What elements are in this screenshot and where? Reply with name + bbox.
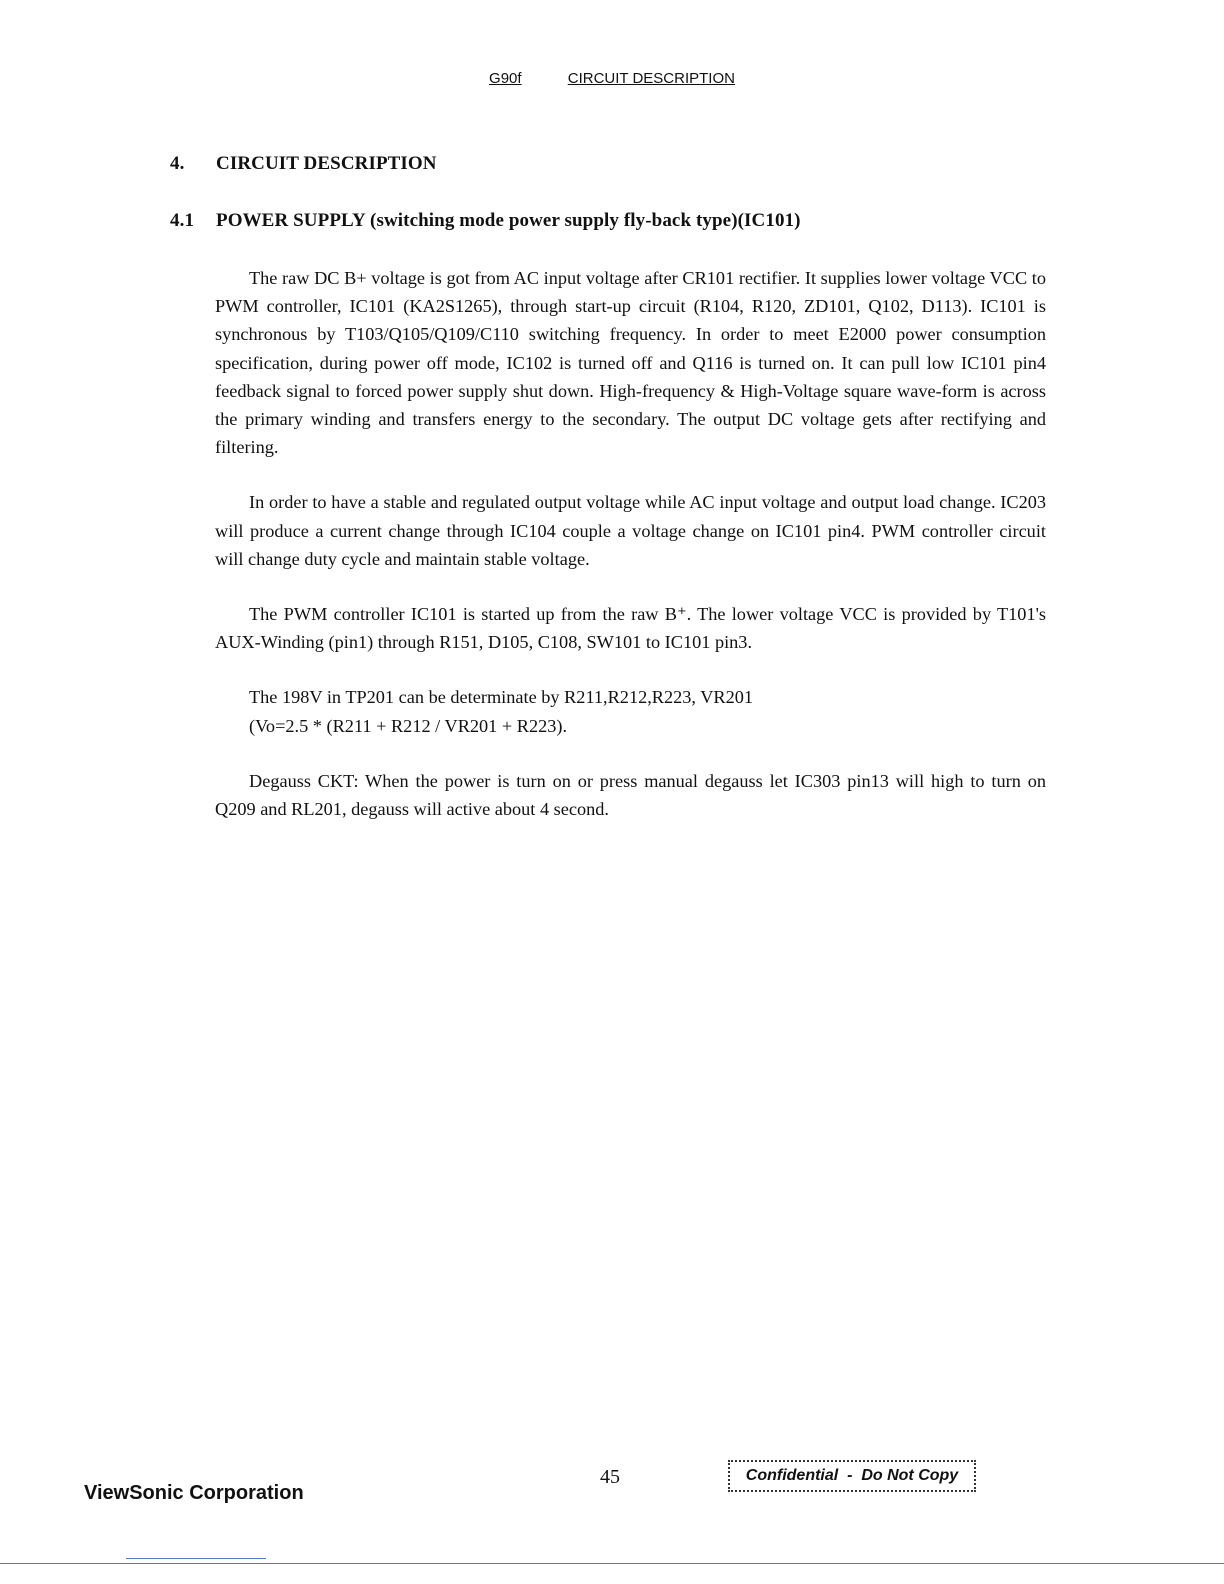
confidential-notice: Confidential - Do Not Copy — [728, 1460, 976, 1492]
header-model: G90f — [489, 70, 522, 87]
section-number: 4. — [170, 153, 185, 174]
footer-rule — [0, 1563, 1224, 1564]
paragraph-degauss: Degauss CKT: When the power is turn on or press manual degauss let IC303 pin13 will high to turn on Q209 and RL201, degauss will active about 4 second. — [215, 770, 1046, 820]
paragraph-power-supply-overview: The raw DC B+ voltage is got from AC input voltage after CR101 rectifier. It supplies lower voltage VCC to PWM controller, IC101 (KA2S1265), through start-up circuit (R104, R120, ZD101, Q102, D113). IC101 is synchronous by T103/Q105/Q109/C110 switching frequency. In order to meet E2000 power consumption specification, during power off mode, IC102 is turned off and Q116 is turned on. It can pull low IC101 pin4 feedback signal to forced power supply shut down. High-frequency & High-Voltage square wave-form is across the primary winding and transfers energy to the secondary. The output DC voltage gets after rectifying and filtering. — [215, 268, 1046, 458]
header-title: CIRCUIT DESCRIPTION — [567, 70, 735, 87]
running-header — [0, 70, 1224, 87]
formula-line-1: The 198V in TP201 can be determinate by R211,R212,R223, VR201 — [249, 687, 754, 708]
footer-company: ViewSonic Corporation — [84, 1482, 304, 1504]
body-text — [215, 264, 1046, 850]
footer-accent-line — [126, 1558, 266, 1559]
subsection-title: POWER SUPPLY (switching mode power supply fly-back type)(IC101) — [216, 210, 801, 231]
section-heading — [170, 153, 437, 175]
subsection-number: 4.1 — [170, 210, 195, 231]
paragraph-voltage-formula — [215, 683, 1046, 739]
formula-line-2: (Vo=2.5 * (R211 + R212 / VR201 + R223). — [249, 715, 568, 736]
subsection-heading — [170, 210, 801, 232]
section-title: CIRCUIT DESCRIPTION — [216, 153, 437, 174]
paragraph-pwm-startup: The PWM controller IC101 is started up from the raw B⁺. The lower voltage VCC is provided by T101's AUX-Winding (pin1) through R151, D105, C108, SW101 to IC101 pin3. — [215, 604, 1046, 653]
paragraph-regulation: In order to have a stable and regulated output voltage while AC input voltage and output load change. IC203 will produce a current change through IC104 couple a voltage change on IC101 pin4. PWM controller circuit will change duty cycle and maintain stable voltage. — [215, 492, 1046, 569]
page-number: 45 — [600, 1466, 620, 1488]
